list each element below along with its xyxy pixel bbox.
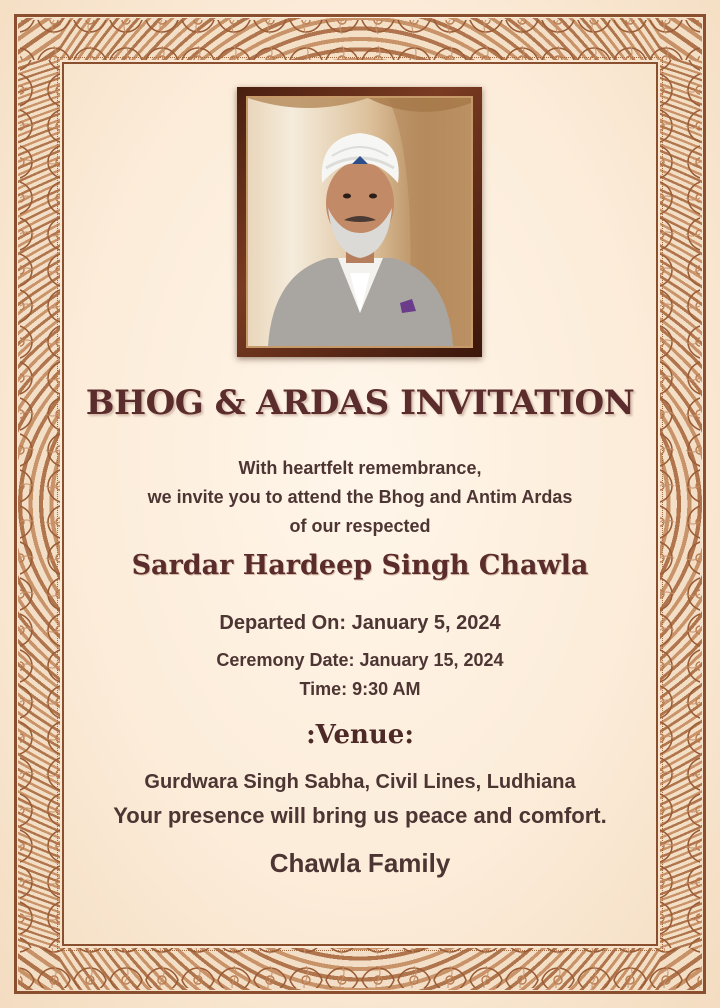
invitation-title: BHOG & ARDAS INVITATION	[85, 383, 635, 423]
departed-date: Departed On: January 5, 2024	[219, 612, 501, 634]
intro-line-1: With heartfelt remembrance,	[238, 458, 482, 478]
venue-address: Gurdwara Singh Sabha, Civil Lines, Ludhiana	[144, 771, 576, 793]
family-signature: Chawla Family	[269, 848, 451, 878]
portrait-frame	[237, 87, 482, 357]
ceremony-date: Ceremony Date: January 15, 2024	[216, 650, 504, 670]
portrait-photo	[246, 96, 473, 348]
ceremony-time: Time: 9:30 AM	[299, 679, 421, 699]
portrait-illustration	[248, 98, 471, 346]
intro-line-2: we invite you to attend the Bhog and Antim Ardas	[147, 487, 573, 507]
deceased-name: Sardar Hardeep Singh Chawla	[131, 550, 589, 581]
closing-message: Your presence will bring us peace and comfort.	[113, 803, 607, 828]
venue-heading: :Venue:	[306, 720, 414, 750]
intro-text	[0, 454, 720, 541]
intro-line-3: of our respected	[289, 516, 431, 536]
